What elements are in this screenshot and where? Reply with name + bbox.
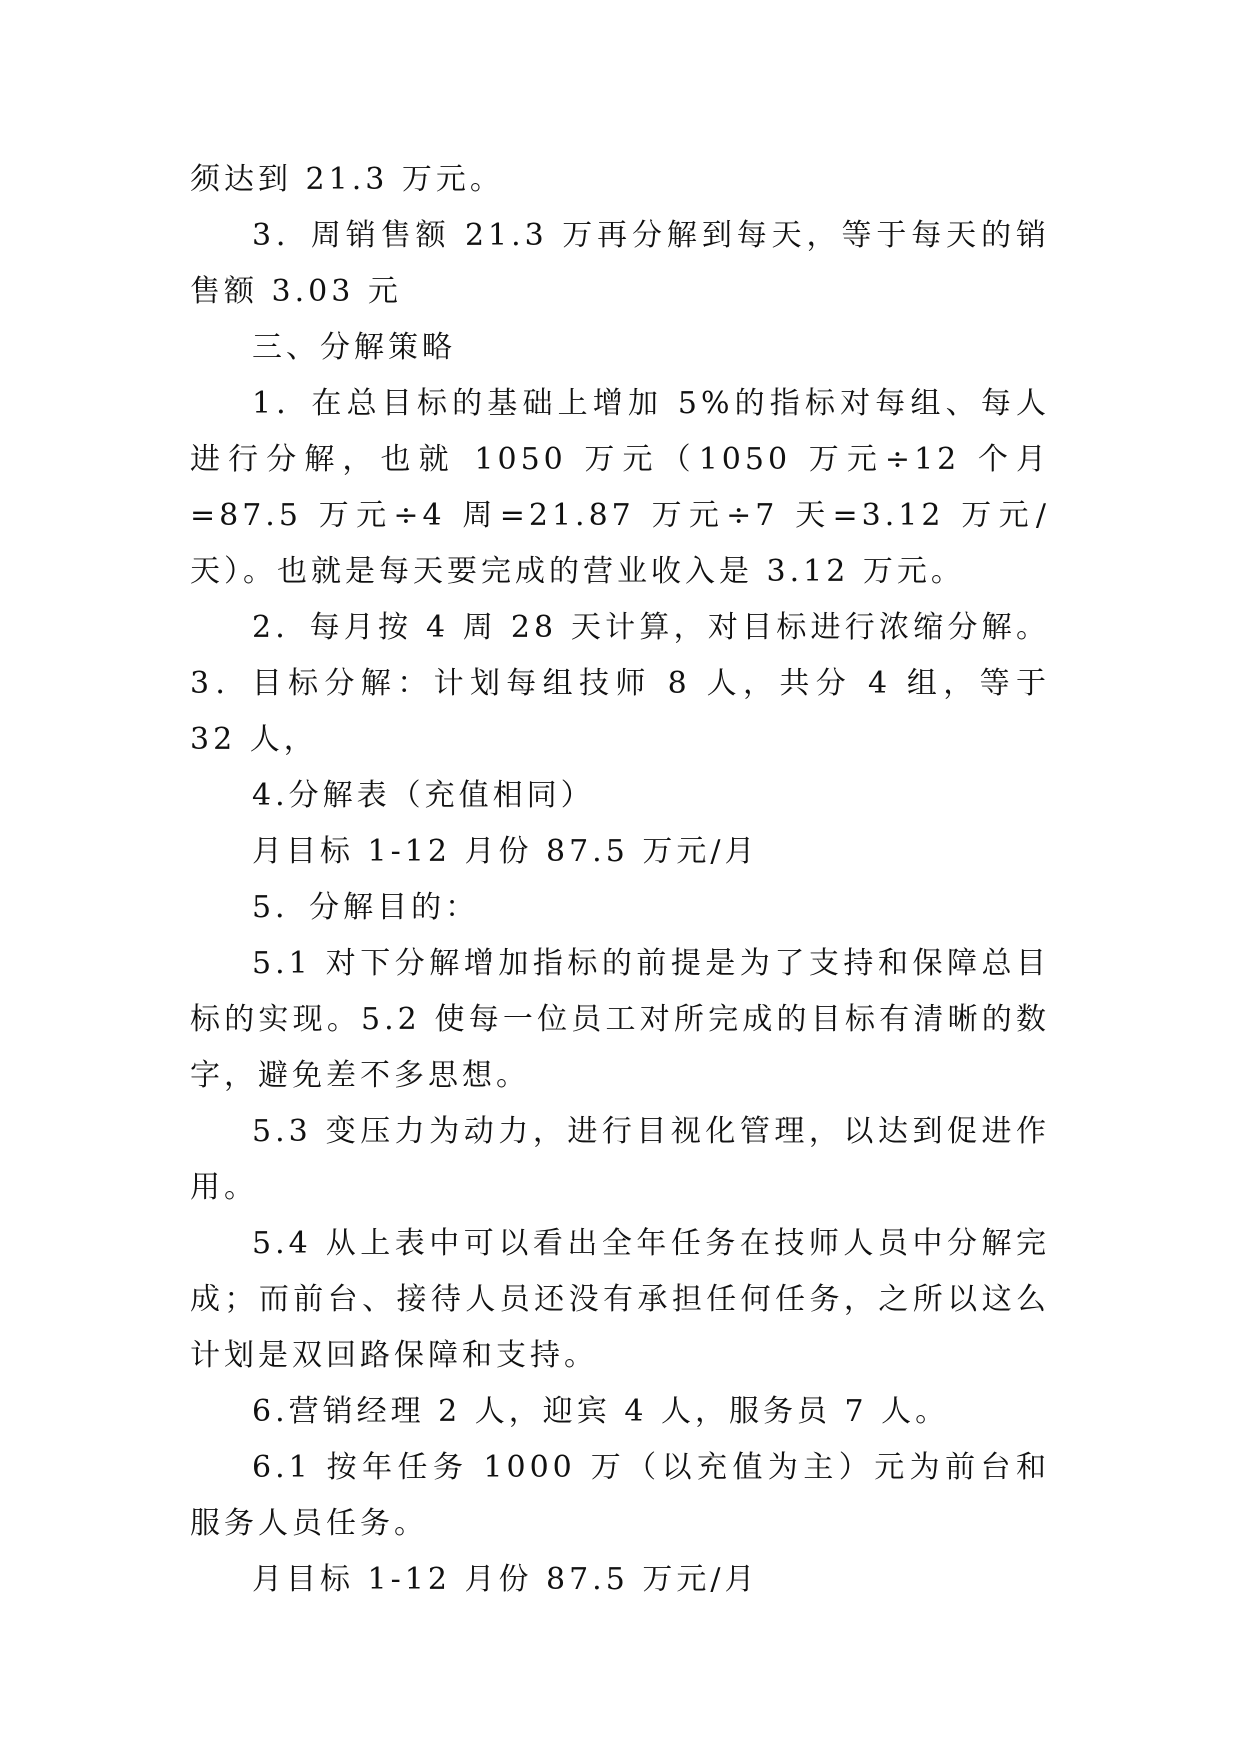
section-heading: 三、分解策略 <box>252 330 456 365</box>
paragraph-2: 3．周销售额 21.3 万再分解到每天，等于每天的销售额 3.03 元 <box>190 218 1050 309</box>
paragraph-1: 须达到 21.3 万元。 <box>190 162 504 197</box>
paragraph-7: 月目标 1-12 月份 87.5 万元/月 <box>252 834 759 869</box>
paragraph-9: 5.1 对下分解增加指标的前提是为了支持和保障总目标的实现。5.2 使每一位员工对所完成的目标有清晰的数字，避免差不多思想。 <box>190 946 1050 1093</box>
paragraph-14: 月目标 1-12 月份 87.5 万元/月 <box>252 1562 759 1597</box>
paragraph-5: 2．每月按 4 周 28 天计算，对目标进行浓缩分解。3．目标分解：计划每组技师 8 人，共分 4 组，等于 32 人， <box>190 610 1050 757</box>
document-body <box>190 152 1050 1608</box>
paragraph-6: 4.分解表（充值相同） <box>252 778 595 813</box>
paragraph-11: 5.4 从上表中可以看出全年任务在技师人员中分解完成；而前台、接待人员还没有承担任何任务，之所以这么计划是双回路保障和支持。 <box>190 1226 1050 1373</box>
paragraph-12: 6.营销经理 2 人，迎宾 4 人，服务员 7 人。 <box>252 1394 950 1429</box>
paragraph-8: 5．分解目的： <box>252 890 480 925</box>
paragraph-10: 5.3 变压力为动力，进行目视化管理，以达到促进作用。 <box>190 1114 1050 1205</box>
paragraph-13: 6.1 按年任务 1000 万（以充值为主）元为前台和服务人员任务。 <box>190 1450 1050 1541</box>
paragraph-4: 1．在总目标的基础上增加 5%的指标对每组、每人进行分解，也就 1050 万元（1050 万元÷12 个月=87.5 万元÷4 周=21.87 万元÷7 天=3.12 万元/天）。也就是每天要完成的营业收入是 3.12 万元。 <box>190 386 1050 589</box>
